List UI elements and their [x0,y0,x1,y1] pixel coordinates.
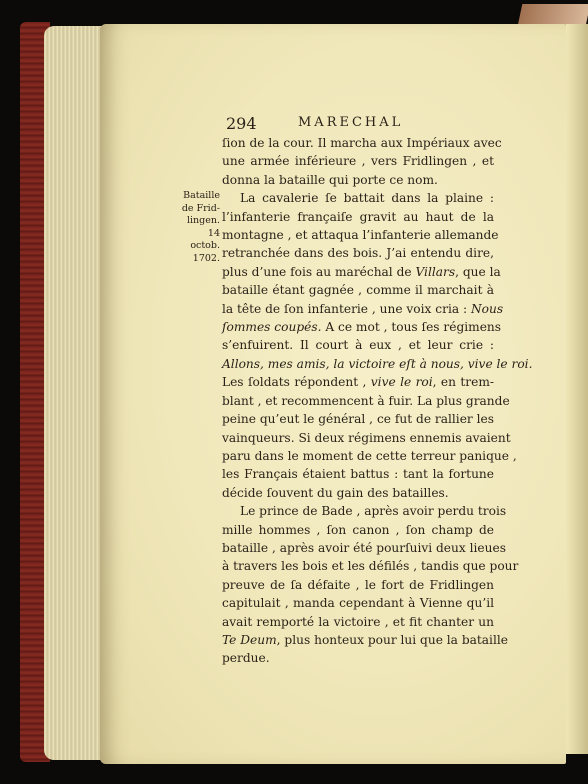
text-line [222,263,501,281]
margin-note-line: Bataille [183,190,220,201]
margin-note-line: lingen. [186,215,220,226]
text-run: plus d’une fois au maréchal de [222,264,412,279]
text-line: bataille étant gagnée , comme il marchait à [222,283,494,298]
italic-quote: Nous [470,301,504,316]
text-line: retranchée dans des bois. J’ai entendu dire, [222,246,494,261]
text-run: la tête de ſon infanterie , une voix cria : [222,301,468,316]
text-line: l’infanterie françaiſe gravit au haut de la [222,209,494,224]
text-line: les Français étaient battus : tant la fortune [222,467,494,482]
page-gutter [566,24,588,754]
running-head [226,114,526,136]
body-text [222,134,533,668]
text-line: vainqueurs. Si deux régimens ennemis avaient [222,430,511,445]
text-line [222,355,533,373]
text-line: capitulait , manda cependant à Vienne qu’il [222,596,494,611]
text-line: s’enfuirent. Il court à eux , et leur crie : [222,338,494,353]
text-line: mille hommes , ſon canon , ſon champ de [222,522,494,537]
italic-name: Villars [415,264,456,279]
text-run: , plus honteux pour lui que la bataille [276,632,508,647]
text-run: Les ſoldats répondent , [222,375,367,390]
text-line: bataille , après avoir été pourſuivi deux lieues [222,540,506,555]
text-line [222,318,502,336]
bookmark-ribbon [518,4,588,26]
text-line: preuve de ſa défaite , le fort de Fridlingen [222,577,494,592]
text-line: avait remporté la victoire , et fit chanter un [222,614,494,629]
text-line: paru dans le moment de cette terreur panique , [222,448,517,463]
margin-note-line: de Frid- [181,202,220,214]
paragraph [222,134,502,189]
text-line: une armée inférieure , vers Fridlingen , et [222,154,494,169]
italic-quote: ſommes coupés. [222,320,322,335]
running-title: MARECHAL [298,115,404,130]
text-line: décide ſouvent du gain des batailles. [222,485,449,500]
text-line [222,631,508,649]
text-run: A ce mot , tous ſes régimens [321,320,502,335]
margin-note-line: 14 octob. [190,227,220,251]
text-run: , en trem- [432,375,495,390]
paragraph [222,189,533,502]
text-line: à travers les bois et les défilés , tandis que pour [222,559,519,574]
page-number: 294 [226,114,257,133]
margin-note [180,190,220,265]
paragraph [222,502,519,668]
italic-quote: vive le roi [370,375,433,390]
text-line: perdue. [222,651,270,666]
text-line [222,373,494,391]
text-line: blant , et recommencent à fuir. La plus grande [222,393,510,408]
italic-quote: Te Deum [222,632,277,647]
italic-quote: Allons, mes amis, la victoire eſt à nous, vive le roi. [222,356,533,371]
margin-note-line: 1702. [192,252,220,264]
text-line: montagne , et attaqua l’infanterie allemande [222,228,499,243]
text-line: Le prince de Bade , après avoir perdu trois [240,504,507,519]
text-line: peine qu’eut le général , ce fut de rallier les [222,412,494,427]
text-run: , que la [455,264,501,279]
text-line: donna la bataille qui porte ce nom. [222,172,438,187]
text-line: ſion de la cour. Il marcha aux Impériaux avec [222,136,502,150]
text-line [222,300,504,318]
text-line: La cavalerie ſe battait dans la plaine : [240,191,494,206]
